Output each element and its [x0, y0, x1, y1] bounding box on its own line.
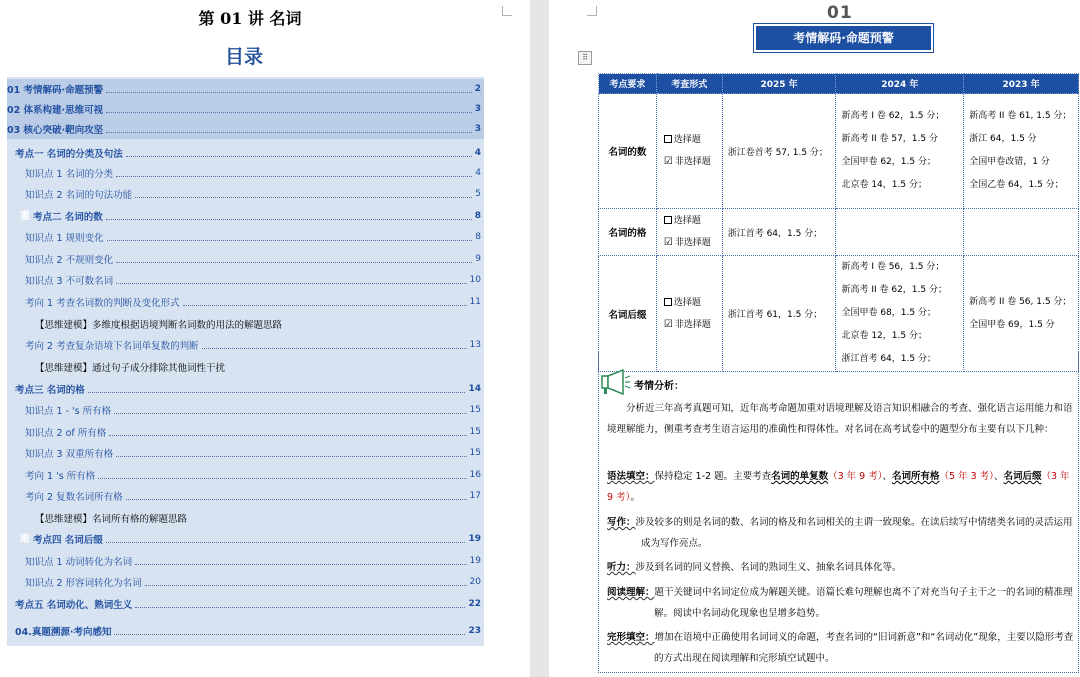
checkbox-label: 非选择题: [674, 157, 711, 167]
grammar-term: 名词的单复数: [771, 471, 829, 482]
table-of-contents: [7, 77, 484, 646]
header-cell: 2024 年: [836, 74, 964, 94]
toc-entry-label: 知识点 2 不规则变化: [25, 255, 114, 266]
toc-entry[interactable]: [7, 443, 484, 463]
toc-entry[interactable]: [7, 314, 484, 334]
year-cell-y2023: [964, 209, 1079, 256]
year-cell-y2023: [964, 94, 1079, 209]
grammar-fill-label: 语法填空：: [607, 471, 655, 482]
toc-entry-label: 知识点 3 双重所有格: [25, 449, 114, 460]
exam-entry: 浙江首考 61，1.5 分；: [727, 310, 823, 320]
megaphone-icon: [601, 369, 631, 395]
toc-entry[interactable]: [7, 163, 484, 183]
checked-checkbox-icon: ☑: [663, 318, 673, 330]
toc-page-number: 19: [469, 556, 481, 566]
toc-page-number: 23: [468, 626, 481, 636]
toc-entry-label: 02 体系构建·思维可视: [7, 105, 104, 116]
toc-entry[interactable]: [7, 486, 484, 506]
toc-page-number: 10: [469, 275, 481, 285]
reading-label: 阅读理解：: [607, 587, 655, 598]
checkbox-label: 非选择题: [674, 319, 711, 330]
toc-entry[interactable]: [7, 572, 484, 592]
empty-checkbox-icon: [664, 216, 672, 224]
toc-entry-label: 考点三 名词的格: [15, 385, 85, 396]
exam-entry: 全国甲卷 68，1.5 分；: [841, 308, 936, 318]
toc-leader-dots: [106, 132, 472, 133]
toc-entry-label: 知识点 1 名词的分类: [25, 169, 114, 180]
toc-page-number: 16: [469, 470, 481, 480]
lesson-title: 第 01 讲 名词: [198, 9, 302, 28]
year-cell-y2025: [722, 94, 836, 209]
toc-entry[interactable]: [7, 400, 484, 420]
toc-leader-dots: [107, 240, 473, 241]
exam-entry: 全国乙卷 64，1.5 分；: [969, 180, 1064, 190]
toc-page-number: 15: [469, 427, 481, 437]
exam-entry: 新高考 II 卷 61, 1.5 分；: [969, 111, 1072, 121]
toc-entry-label: 知识点 2 of 所有格: [25, 428, 107, 439]
toc-entry[interactable]: [7, 270, 484, 290]
exam-entry: 新高考 II 卷 56, 1.5 分；: [969, 296, 1072, 307]
toc-page-number: 9: [475, 254, 481, 264]
toc-page-number: 3: [474, 104, 481, 114]
toc-page-number: 14: [468, 384, 481, 394]
grammar-fill-paragraph: [607, 466, 1075, 508]
toc-page-number: 8: [475, 232, 481, 242]
empty-checkbox-icon: [664, 135, 672, 143]
grammar-count: （3 年 9 考）: [607, 471, 1070, 503]
analysis-box: [598, 351, 1079, 673]
toc-leader-dots: [135, 197, 472, 198]
toc-leader-dots: [135, 607, 465, 608]
toc-entry-label: 考点二 名词的数: [33, 212, 103, 223]
checkbox-label: 选择题: [673, 135, 701, 145]
exam-entry: 新高考 I 卷 56，1.5 分；: [841, 262, 945, 272]
toc-entry-label: 考向 1 's 所有格: [25, 471, 96, 482]
toc-leader-dots: [116, 283, 466, 284]
exam-entry: 新高考 II 卷 57，1.5 分: [841, 134, 938, 144]
toc-entry[interactable]: [7, 551, 484, 571]
writing-label: 写作：: [607, 517, 636, 528]
writing-paragraph: [607, 512, 1075, 554]
toc-leader-dots: [88, 392, 466, 393]
toc-page-number: 15: [469, 405, 481, 415]
toc-entry[interactable]: [7, 357, 484, 377]
checkbox-option: [664, 210, 722, 232]
topic-cell: 名词的数: [599, 94, 657, 209]
analysis-title: 考情分析：: [634, 381, 684, 392]
toc-entry-label: 知识点 1 - 's 所有格: [25, 406, 112, 417]
toc-leader-dots: [114, 413, 466, 414]
toc-heading: 目录: [224, 46, 263, 68]
toc-entry-label: 考向 2 复数名词所有格: [25, 492, 123, 503]
toc-leader-dots: [126, 499, 467, 500]
toc-entry-label: 考向 2 考查复杂语境下名词单复数的判断: [25, 341, 199, 352]
toc-page-number: 20: [469, 577, 481, 587]
toc-leader-dots: [183, 305, 467, 306]
exam-table-header-row: [599, 74, 1079, 94]
toc-entry[interactable]: [7, 379, 484, 399]
cloze-text: 增加在语境中正确使用名词词义的命题，考查名词的“旧词新意”和“名词动化”现象，主要以隐形考查的方式出现在阅读理解和完形填空试题中。: [654, 632, 1074, 664]
year-cell-y2025: [722, 209, 836, 256]
analysis-intro: 分析近三年高考真题可知，近年高考命题加重对语境理解及语言知识相融合的考查、强化语言运用能力和语境理解能力，侧重考查考生语言运用的准确性和得体性。对名词在高考试卷中的题型分布主要有以下几种：: [607, 403, 1073, 435]
listening-text: 涉及到名词的同义替换、名词的熟词生义、抽象名词具体化等。: [635, 562, 902, 573]
toc-leader-dots: [116, 176, 472, 177]
toc-leader-dots: [106, 92, 472, 93]
toc-page-number: 13: [469, 340, 481, 350]
toc-entry-label: 【思维建模】名词所有格的解题思路: [35, 514, 188, 525]
sentence-end: 。: [630, 492, 640, 503]
toc-entry-label: 知识点 1 规则变化: [25, 233, 104, 244]
checked-checkbox-icon: ☑: [663, 156, 673, 167]
toc-entry[interactable]: [7, 508, 484, 528]
header-cell: 2025 年: [722, 74, 836, 94]
priority-badge: 重: [20, 210, 30, 222]
separator: 、: [882, 471, 893, 482]
writing-text: 涉及较多的则是名词的数、名词的格及和名词相关的主谓一致现象。在读后续写中情绪类名词的灵活运用成为写作亮点。: [635, 517, 1073, 549]
toc-entry[interactable]: [7, 292, 484, 312]
toc-entry-label: 知识点 3 不可数名词: [25, 276, 114, 287]
toc-leader-dots: [135, 564, 466, 565]
exam-entry: 浙江首考 64，1.5 分；: [841, 354, 936, 364]
left-page: [0, 0, 530, 677]
toc-page-number: 15: [469, 448, 481, 458]
topic-cell: 名词后缀: [599, 256, 657, 372]
toc-entry[interactable]: [7, 335, 484, 355]
checkbox-option: [664, 292, 722, 314]
grammar-fill-text: 保持稳定 1-2 题。主要考查: [654, 471, 772, 482]
table-move-handle-icon[interactable]: ⠿: [578, 51, 592, 65]
toc-leader-dots: [116, 262, 472, 263]
toc-page-number: 19: [468, 534, 481, 544]
header-cell: 2023 年: [964, 74, 1079, 94]
header-cell: 考点要求: [599, 74, 657, 94]
toc-leader-dots: [116, 456, 466, 457]
toc-entry-label: 【思维建模】多维度根据语境判断名词数的用法的解题思路: [35, 320, 283, 331]
page-corner-mark: [587, 6, 597, 16]
listening-label: 听力：: [607, 562, 636, 573]
cloze-label: 完形填空：: [607, 632, 655, 643]
exam-entry: 北京卷 12，1.5 分；: [841, 331, 927, 341]
exam-entry: 新高考 I 卷 62，1.5 分；: [841, 111, 945, 121]
toc-page-number: 8: [474, 211, 481, 221]
reading-paragraph: [607, 582, 1075, 624]
header-cell: 考查形式: [656, 74, 722, 94]
exam-entry: 全国甲卷 69，1.5 分: [969, 319, 1055, 330]
checkbox-option: [664, 129, 722, 151]
toc-entry-label: 【思维建模】通过句子成分排除其他词性干扰: [35, 363, 226, 374]
toc-leader-dots: [106, 542, 466, 543]
toc-leader-dots: [98, 478, 466, 479]
grammar-term: 名词所有格: [892, 471, 940, 482]
toc-entry-label: 04.真题溯源·考向感知: [15, 627, 112, 638]
toc-entry[interactable]: [7, 79, 484, 99]
listening-paragraph: [607, 557, 1075, 578]
toc-leader-dots: [202, 348, 467, 349]
separator: 、: [993, 471, 1004, 482]
toc-entry[interactable]: [7, 227, 484, 247]
toc-entry[interactable]: [7, 621, 484, 641]
toc-entry[interactable]: [7, 249, 484, 269]
reading-text: 题干关键词中名词定位成为解题关键。语篇长难句理解也离不了对充当句子主干之一的名词的精准理解。阅读中名词动化现象也呈增多趋势。: [654, 587, 1073, 619]
toc-entry[interactable]: [7, 184, 484, 204]
toc-page-number: 4: [475, 168, 481, 178]
section-number: 01: [827, 3, 853, 23]
toc-entry[interactable]: [7, 119, 484, 139]
toc-entry-label: 知识点 2 形容词转化为名词: [25, 578, 142, 589]
year-cell-y2024: [836, 209, 964, 256]
checkbox-option: [664, 151, 722, 173]
exam-entry: 浙江首考 64，1.5 分；: [727, 228, 823, 239]
toc-page-number: 2: [474, 84, 481, 94]
exam-entry: 全国甲卷 62，1.5 分；: [841, 157, 936, 167]
checkbox-label: 选择题: [673, 297, 701, 308]
exam-entry: 全国甲卷改错，1 分: [969, 157, 1050, 167]
toc-leader-dots: [106, 112, 472, 113]
toc-entry[interactable]: [7, 206, 484, 226]
exam-entry: 浙江 64，1.5 分: [969, 134, 1037, 144]
toc-leader-dots: [126, 156, 472, 157]
cloze-paragraph: [607, 627, 1075, 669]
empty-checkbox-icon: [664, 298, 672, 306]
grammar-count: （5 年 3 考）: [939, 471, 994, 482]
toc-leader-dots: [109, 435, 466, 436]
grammar-term: 名词后缀: [1003, 471, 1042, 482]
checked-checkbox-icon: ☑: [663, 237, 673, 248]
right-page: [549, 0, 1080, 677]
toc-leader-dots: [114, 634, 465, 635]
toc-entry[interactable]: [7, 529, 484, 549]
toc-page-number: 11: [469, 297, 481, 307]
toc-entry[interactable]: [7, 99, 484, 119]
toc-page-number: 22: [468, 599, 481, 609]
exam-table-row: [599, 209, 1079, 256]
toc-page-number: 5: [475, 189, 481, 199]
toc-page-number: 17: [469, 491, 481, 501]
toc-entry-label: 考点四 名词后缀: [33, 535, 103, 546]
year-cell-y2024: [836, 94, 964, 209]
exam-table: [598, 73, 1079, 372]
grammar-count: （3 年 9 考）: [828, 471, 883, 482]
exam-form-cell: [656, 94, 722, 209]
section-banner: 考情解码·命题预警: [756, 26, 931, 50]
toc-entry-label: 考点一 名词的分类及句法: [15, 149, 123, 160]
toc-entry-label: 考点五 名词动化、熟词生义: [15, 600, 133, 611]
toc-entry[interactable]: [7, 422, 484, 442]
exam-table-row: [599, 94, 1079, 209]
toc-page-number: 3: [474, 124, 481, 134]
toc-entry-label: 01 考情解码·命题预警: [7, 85, 104, 96]
exam-entry: 新高考 II 卷 62，1.5 分；: [841, 285, 947, 295]
checkbox-label: 非选择题: [674, 238, 711, 248]
toc-entry-label: 知识点 1 动词转化为名词: [25, 557, 133, 568]
priority-badge: 难: [20, 533, 30, 545]
checkbox-option: [664, 232, 722, 254]
topic-cell: 名词的格: [599, 209, 657, 256]
checkbox-label: 选择题: [673, 216, 701, 226]
checkbox-option: [664, 314, 722, 336]
toc-leader-dots: [145, 585, 467, 586]
page-corner-mark: [502, 6, 512, 16]
exam-entry: 浙江卷首考 57, 1.5 分；: [727, 147, 828, 158]
toc-entry[interactable]: [7, 465, 484, 485]
exam-form-cell: [656, 209, 722, 256]
exam-entry: 北京卷 14，1.5 分；: [841, 180, 927, 190]
toc-entry-label: 知识点 2 名词的句法功能: [25, 190, 133, 201]
toc-leader-dots: [106, 219, 472, 220]
toc-page-number: 4: [474, 148, 481, 158]
toc-entry[interactable]: [7, 143, 484, 163]
toc-entry-label: 03 核心突破·靶向攻坚: [7, 125, 104, 136]
toc-entry[interactable]: [7, 594, 484, 614]
toc-entry-label: 考向 1 考查名词数的判断及变化形式: [25, 298, 180, 309]
